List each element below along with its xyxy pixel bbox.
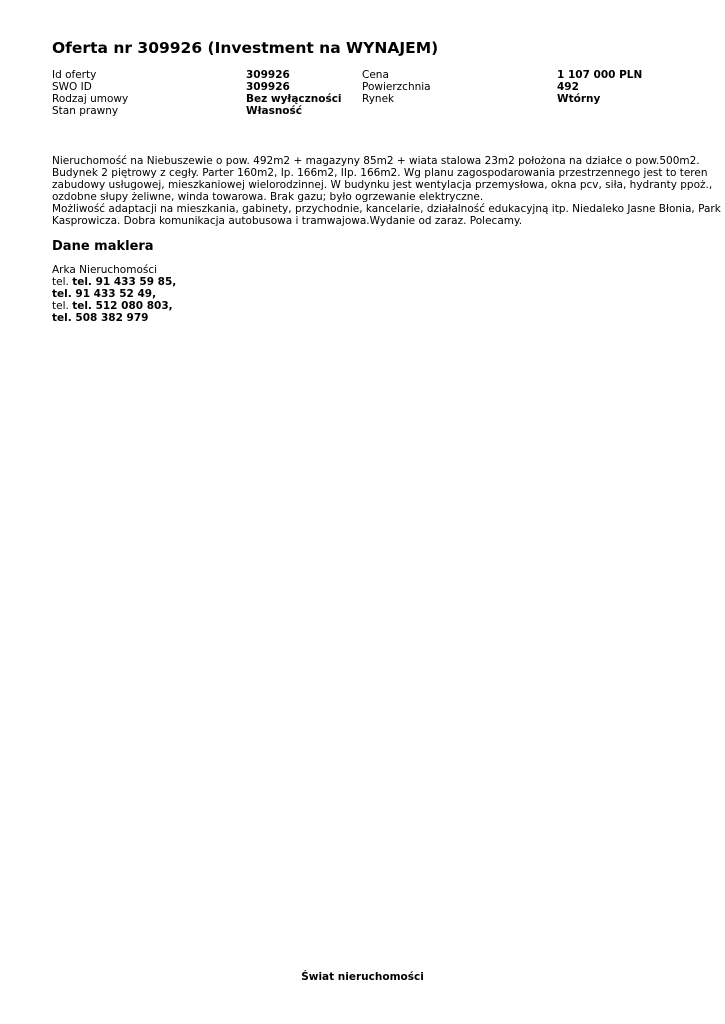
description-line: zabudowy usługowej, mieszkaniowej wielorodzinnej. W budynku jest wentylacja przemysłowa, okna pcv, siła, hydranty ppoż., <box>52 179 713 191</box>
value-offer-id: 309926 <box>246 69 290 81</box>
label-market: Rynek <box>362 93 395 105</box>
value-market: Wtórny <box>557 93 601 105</box>
broker-phone-line <box>52 276 176 288</box>
description-line: Możliwość adaptacji na mieszkania, gabinety, przychodnie, kancelarie, działalność edukacyjną itp. Niedaleko Jasne Błonia, Park <box>52 203 721 215</box>
label-contract-type: Rodzaj umowy <box>52 93 129 105</box>
description-line: Kasprowicza. Dobra komunikacja autobusowa i tramwajowa.Wydanie od zaraz. Polecamy. <box>52 215 523 227</box>
value-legal-status: Własność <box>246 105 302 117</box>
info-row-contract-type <box>52 93 672 105</box>
phone-number: tel. 508 382 979 <box>52 312 149 324</box>
description-line: Budynek 2 piętrowy z cegły. Parter 160m2, Ip. 166m2, IIp. 166m2. Wg planu zagospodarowania przestrzennego jest to teren <box>52 167 708 179</box>
label-price: Cena <box>362 69 389 81</box>
offer-info-table <box>52 69 672 117</box>
description-line: Nieruchomość na Niebuszewie o pow. 492m2 + magazyny 85m2 + wiata stalowa 23m2 położona na działce o pow.500m2. <box>52 155 700 167</box>
info-row-legal-status <box>52 105 672 117</box>
page-title: Oferta nr 309926 (Investment na WYNAJEM) <box>52 39 439 57</box>
tel-prefix: tel. <box>52 300 69 312</box>
value-price: 1 107 000 PLN <box>557 69 643 81</box>
broker-details <box>52 264 176 324</box>
broker-phone-line <box>52 300 176 312</box>
value-area: 492 <box>557 81 579 93</box>
label-area: Powierzchnia <box>362 81 431 93</box>
tel-prefix: tel. <box>52 276 69 288</box>
broker-name: Arka Nieruchomości <box>52 264 158 276</box>
phone-number: tel. 91 433 59 85, <box>72 276 177 288</box>
broker-section-title: Dane maklera <box>52 239 154 254</box>
offer-description <box>52 155 721 227</box>
label-swo-id: SWO ID <box>52 81 92 93</box>
phone-number: tel. 91 433 52 49, <box>52 288 157 300</box>
value-swo-id: 309926 <box>246 81 290 93</box>
phone-number: tel. 512 080 803, <box>72 300 173 312</box>
info-row-swo-id <box>52 81 672 93</box>
label-offer-id: Id oferty <box>52 69 97 81</box>
info-row-offer-id <box>52 69 672 81</box>
value-contract-type: Bez wyłączności <box>246 93 342 105</box>
description-line: ozdobne słupy żeliwne, winda towarowa. Brak gazu; było ogrzewanie elektryczne. <box>52 191 484 203</box>
label-legal-status: Stan prawny <box>52 105 119 117</box>
page-footer: Świat nieruchomości <box>301 971 424 983</box>
